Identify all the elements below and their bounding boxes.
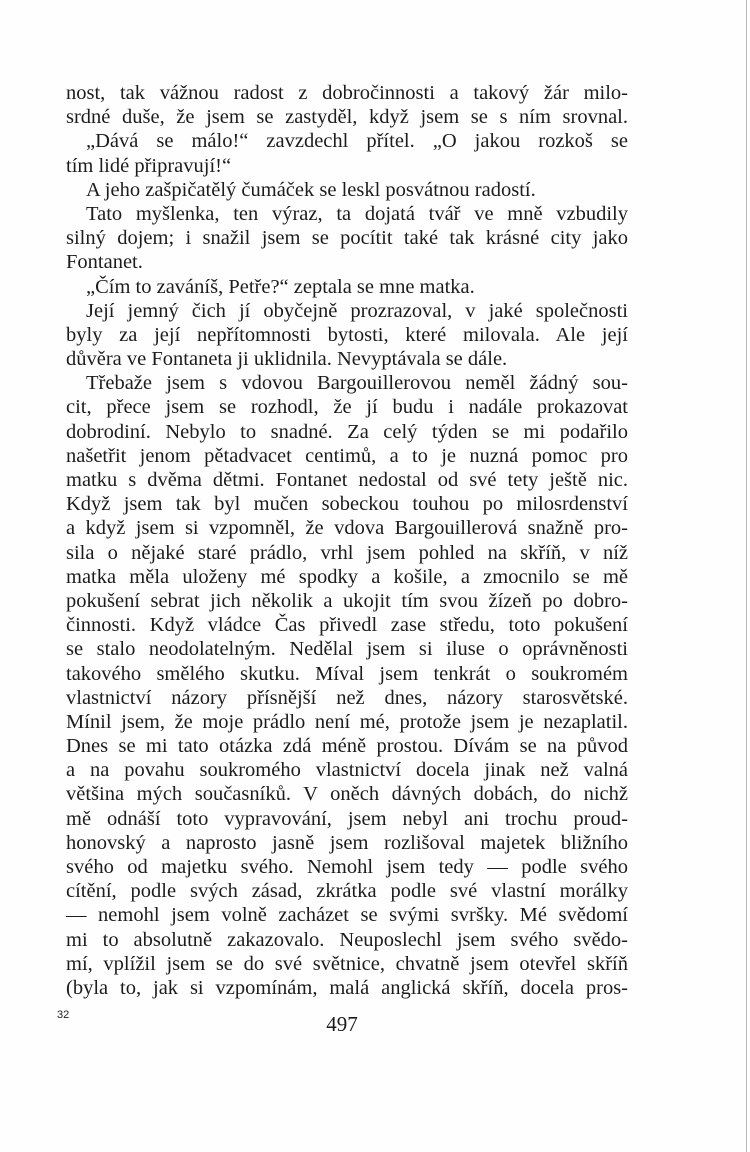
text-line: Dnes se mi tato otázka zdá méně prostou. Dívám se na původ xyxy=(66,735,628,758)
text-line: Tato myšlenka, ten výraz, ta dojatá tvář ve mně vzbudily xyxy=(86,202,628,225)
text-line: vlastnictví názory přísnější než dnes, názory starosvětské. xyxy=(66,686,628,709)
text-line: se stalo neodolatelným. Nedělal jsem si iluse o oprávněnosti xyxy=(66,638,628,661)
text-line: byly za její nepřítomnosti bytosti, které milovala. Ale její xyxy=(66,323,628,346)
body-text xyxy=(66,81,628,1000)
text-line: A jeho zašpičatělý čumáček se leskl posvátnou radostí. xyxy=(86,178,536,201)
text-line: cítění, podle svých zásad, zkrátka podle své vlastní morálky xyxy=(66,880,628,903)
page-number: 497 xyxy=(326,1012,358,1036)
text-line: tím lidé připravují!“ xyxy=(66,154,232,177)
text-line: matku s dvěma dětmi. Fontanet nedostal od své tety ještě nic. xyxy=(66,469,628,491)
text-line: silný dojem; i snažil jsem se pocítit také tak krásné city jako xyxy=(66,227,628,250)
text-line: nost, tak vážnou radost z dobročinnosti a takový žár milo- xyxy=(66,82,628,104)
text-line: matka měla uloženy mé spodky a košile, a zmocnilo se mě xyxy=(66,565,628,588)
text-line: cit, přece jsem se rozhodl, že jí budu i nadále prokazovat xyxy=(66,396,628,419)
text-line: a na povahu soukromého vlastnictví docela jinak než valná xyxy=(66,759,628,782)
text-line: — nemohl jsem volně zacházet se svými svršky. Mé svědomí xyxy=(66,904,628,927)
text-line: svého od majetku svého. Nemohl jsem tedy — podle svého xyxy=(66,856,628,878)
text-line: mě odnáší toto vypravování, jsem nebyl ani trochu proud- xyxy=(66,807,628,830)
text-line: srdné duše, že jsem se zastyděl, když jsem se s ním srovnal. xyxy=(66,106,628,129)
text-line: a když jsem si vzpomněl, že vdova Bargouillerová snažně pro- xyxy=(66,517,628,540)
text-line: „Dává se málo!“ zavzdechl přítel. „O jakou rozkoš se xyxy=(86,130,628,153)
text-line: takového smělého skutku. Míval jsem tenkrát o soukromém xyxy=(66,662,628,685)
text-line: našetřit jenom pětadvacet centimů, a to je nuzná pomoc pro xyxy=(66,444,628,467)
text-line: Mínil jsem, že moje prádlo není mé, protože jsem je nezaplatil. xyxy=(66,710,628,733)
text-line: Její jemný čich jí obyčejně prozrazoval, v jaké společnosti xyxy=(86,299,628,322)
text-line: důvěra ve Fontaneta ji uklidnila. Nevyptávala se dále. xyxy=(66,348,508,371)
text-line: většina mých současníků. V oněch dávných dobách, do nichž xyxy=(66,783,628,806)
printer-signature-mark: 32 xyxy=(57,1009,70,1021)
text-line: pokušení sebrat jich několik a ukojit tím svou žízeň po dobro- xyxy=(66,589,628,612)
text-line: sila o nějaké staré prádlo, vrhl jsem pohled na skříň, v níž xyxy=(66,541,628,564)
text-line: dobrodiní. Nebylo to snadné. Za celý týden se mi podařilo xyxy=(66,420,628,443)
text-line: honovský a naprosto jasně jsem rozlišoval majetek bližního xyxy=(66,831,628,854)
text-line: mí, vplížil jsem se do své světnice, chvatně jsem otevřel skříň xyxy=(66,952,628,975)
text-line: Fontanet. xyxy=(66,251,143,274)
page-edge-line xyxy=(746,0,747,1152)
text-line: činnosti. Když vládce Čas přivedl zase středu, toto pokušení xyxy=(66,614,628,637)
text-line: mi to absolutně zakazovalo. Neuposlechl jsem svého svědo- xyxy=(66,928,628,951)
text-line: Třebaže jsem s vdovou Bargouillerovou neměl žádný sou- xyxy=(86,372,628,395)
text-line: „Čím to zaváníš, Petře?“ zeptala se mne matka. xyxy=(86,275,475,298)
text-line: (byla to, jak si vzpomínám, malá anglická skříň, docela pros- xyxy=(66,976,628,999)
text-line: Když jsem tak byl mučen sobeckou touhou po milosrdenství xyxy=(66,493,628,516)
